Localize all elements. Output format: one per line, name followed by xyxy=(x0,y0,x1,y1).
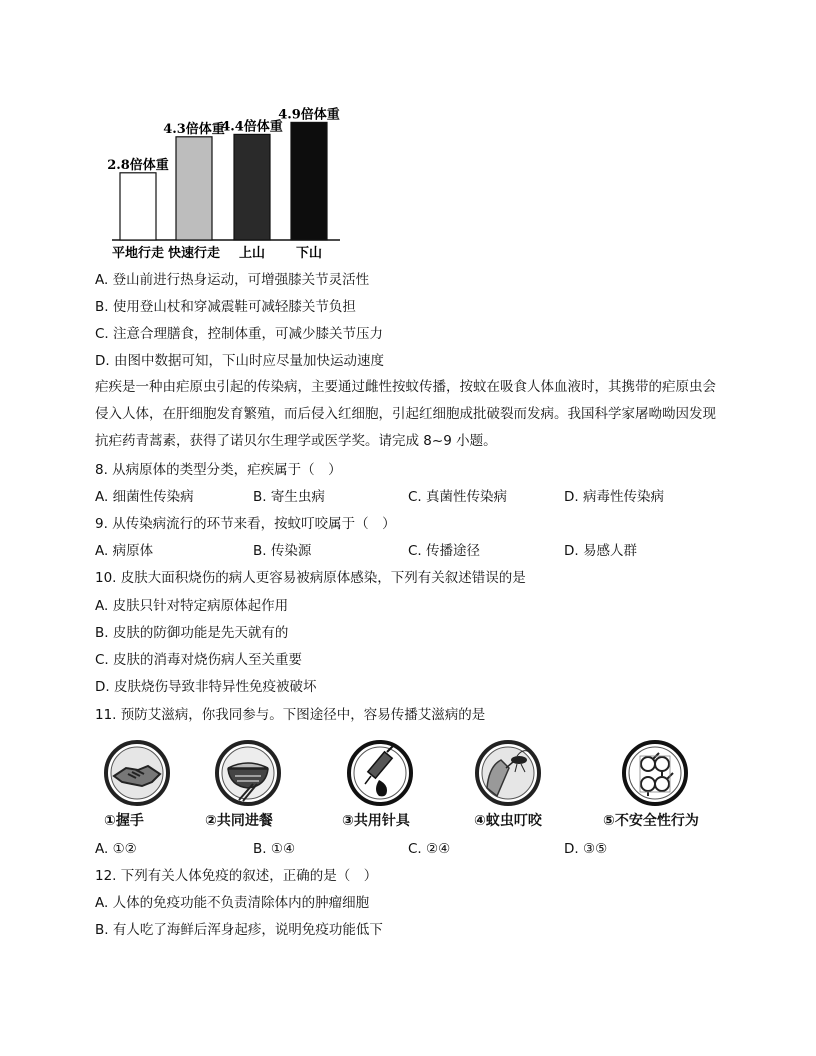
q12-option-b: B. 有人吃了海鲜后浑身起疹，说明免疫功能低下 xyxy=(95,922,383,938)
bar-1 xyxy=(120,173,156,240)
category-label-3: 上山 xyxy=(238,246,266,261)
q8-option-d: D. 病毒性传染病 xyxy=(564,489,664,505)
icon-label-needle: ③共用针具 xyxy=(342,813,410,829)
q8-option-a: A. 细菌性传染病 xyxy=(95,489,194,505)
q9-stem: 9. 从传染病流行的环节来看，按蚊叮咬属于（ ） xyxy=(95,516,396,532)
category-label-2: 快速行走 xyxy=(167,246,221,261)
q9-option-d: D. 易感人群 xyxy=(564,543,637,559)
q11-option-c: C. ②④ xyxy=(408,841,451,857)
bar-label-4: 4.9倍体重 xyxy=(278,107,340,123)
mosquito-icon xyxy=(473,738,543,808)
bar-label-3: 4.4倍体重 xyxy=(221,119,283,135)
q7-option-b: B. 使用登山杖和穿减震鞋可减轻膝关节负担 xyxy=(95,299,356,315)
q11-option-d: D. ③⑤ xyxy=(564,841,608,857)
q11-option-b: B. ①④ xyxy=(253,841,296,857)
q8-option-b: B. 寄生虫病 xyxy=(253,489,325,505)
bowl-icon xyxy=(213,738,283,808)
bar-chart xyxy=(95,95,385,265)
q10-option-b: B. 皮肤的防御功能是先天就有的 xyxy=(95,625,289,641)
q9-option-a: A. 病原体 xyxy=(95,543,154,559)
q9-option-c: C. 传播途径 xyxy=(408,543,481,559)
q7-option-d: D. 由图中数据可知，下山时应尽量加快运动速度 xyxy=(95,353,384,369)
q10-stem: 10. 皮肤大面积烧伤的病人更容易被病原体感染，下列有关叙述错误的是 xyxy=(95,570,526,586)
q10-option-c: C. 皮肤的消毒对烧伤病人至关重要 xyxy=(95,652,303,668)
category-label-1: 平地行走 xyxy=(111,246,165,261)
q10-option-d: D. 皮肤烧伤导致非特异性免疫被破坏 xyxy=(95,679,317,695)
q12-option-a: A. 人体的免疫功能不负责清除体内的肿瘤细胞 xyxy=(95,895,370,911)
bar-label-2: 4.3倍体重 xyxy=(163,121,225,137)
q11-stem: 11. 预防艾滋病，你我同参与。下图途径中，容易传播艾滋病的是 xyxy=(95,707,486,723)
syringe-icon xyxy=(345,738,415,808)
malaria-intro: 疟疾是一种由疟原虫引起的传染病，主要通过雌性按蚊传播，按蚊在吸食人体血液时，其携带的疟原虫会侵入人体，在肝细胞发育繁殖，而后侵入红细胞，引起红细胞成批破裂而发病。我国科学家屠呦呦因发现抗疟药青蒿素，获得了诺贝尔生理学或医学奖。请完成 8~9 小题。 xyxy=(95,379,716,449)
bar-3 xyxy=(234,134,270,240)
icon-label-unsafe-sex: ⑤不安全性行为 xyxy=(603,813,699,829)
icon-label-meal: ②共同进餐 xyxy=(205,813,273,829)
icon-label-mosquito: ④蚊虫叮咬 xyxy=(474,813,542,829)
bar-4 xyxy=(291,122,327,240)
q12-stem: 12. 下列有关人体免疫的叙述，正确的是（ ） xyxy=(95,868,378,884)
q10-option-a: A. 皮肤只针对特定病原体起作用 xyxy=(95,598,289,614)
bar-2 xyxy=(176,137,212,240)
q8-option-c: C. 真菌性传染病 xyxy=(408,489,508,505)
category-label-4: 下山 xyxy=(295,246,323,261)
handshake-icon xyxy=(102,738,172,808)
q11-option-a: A. ①② xyxy=(95,841,137,857)
gender-symbols-icon xyxy=(620,738,690,808)
bar-label-1: 2.8倍体重 xyxy=(107,157,169,173)
icon-label-handshake: ①握手 xyxy=(104,813,144,829)
q8-stem: 8. 从病原体的类型分类，疟疾属于（ ） xyxy=(95,462,342,478)
q7-option-a: A. 登山前进行热身运动，可增强膝关节灵活性 xyxy=(95,272,370,288)
q7-option-c: C. 注意合理膳食，控制体重，可减少膝关节压力 xyxy=(95,326,384,342)
q9-option-b: B. 传染源 xyxy=(253,543,312,559)
